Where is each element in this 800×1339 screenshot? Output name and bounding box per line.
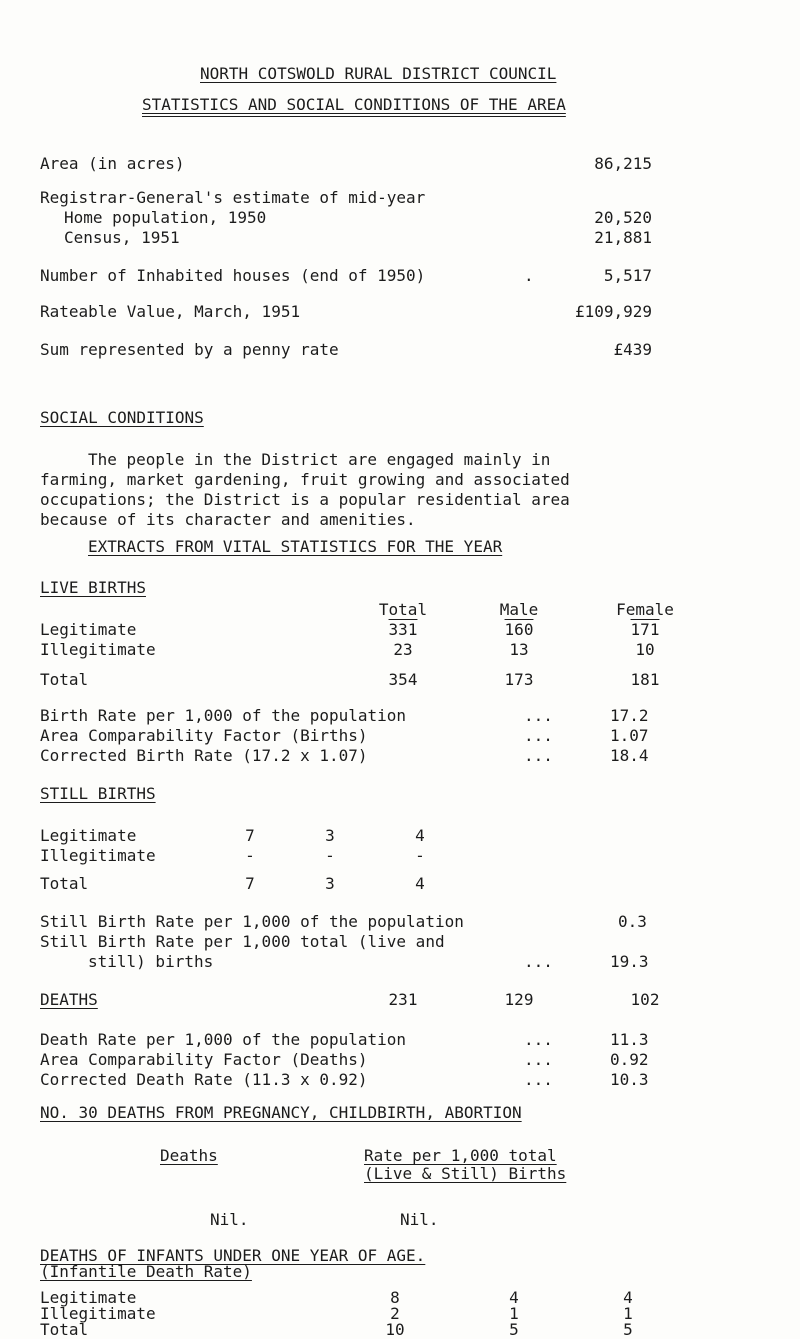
maternal-rate-col-header-2: (Live & Still) Births [364, 1164, 567, 1183]
corrected-death-rate-dots: ... [524, 1070, 553, 1089]
still-illegitimate-total: - [245, 846, 255, 865]
infant-illegitimate-label: Illegitimate [40, 1304, 156, 1323]
maternal-deaths-heading: NO. 30 DEATHS FROM PREGNANCY, CHILDBIRTH, ABORTION [40, 1103, 522, 1122]
infant-illegitimate-total: 2 [390, 1304, 400, 1323]
births-acf-dots: ... [524, 726, 553, 745]
penny-rate-label: Sum represented by a penny rate [40, 340, 339, 359]
council-title: NORTH COTSWOLD RURAL DISTRICT COUNCIL [200, 64, 557, 83]
still-total-total: 7 [245, 874, 255, 893]
still-legitimate-male: 3 [325, 826, 335, 845]
still-illegitimate-female: - [415, 846, 425, 865]
census-value: 21,881 [594, 228, 652, 247]
births-acf-label: Area Comparability Factor (Births) [40, 726, 368, 745]
still-birth-rate-pop-label: Still Birth Rate per 1,000 of the population [40, 912, 464, 931]
document-title: STATISTICS AND SOCIAL CONDITIONS OF THE AREA [142, 95, 566, 114]
infant-illegitimate-female: 1 [623, 1304, 633, 1323]
infant-total-male: 5 [509, 1320, 519, 1339]
death-rate-label: Death Rate per 1,000 of the population [40, 1030, 407, 1049]
live-total-total: 354 [388, 670, 418, 689]
maternal-rate-col-header: Rate per 1,000 total [364, 1146, 557, 1165]
deaths-female: 102 [630, 990, 660, 1009]
home-population-value: 20,520 [594, 208, 652, 227]
live-births-heading: LIVE BIRTHS [40, 578, 146, 597]
corrected-birth-rate-value: 18.4 [610, 746, 649, 765]
still-legitimate-label: Legitimate [40, 826, 137, 845]
live-illegitimate-male: 13 [509, 640, 529, 659]
infant-death-rate-subheading: (Infantile Death Rate) [40, 1262, 252, 1281]
still-birth-rate-total-label: Still Birth Rate per 1,000 total (live and [40, 932, 445, 951]
infant-total-total: 10 [385, 1320, 405, 1339]
home-population-label: Home population, 1950 [64, 208, 267, 227]
death-rate-value: 11.3 [610, 1030, 649, 1049]
live-legitimate-male: 160 [504, 620, 534, 639]
census-label: Census, 1951 [64, 228, 180, 247]
deaths-acf-label: Area Comparability Factor (Deaths) [40, 1050, 368, 1069]
rateable-value-label: Rateable Value, March, 1951 [40, 302, 301, 321]
col-female-header: Female [616, 600, 674, 619]
live-total-label: Total [40, 670, 89, 689]
social-paragraph-line-1: The people in the District are engaged mainly in [88, 450, 551, 469]
area-label: Area (in acres) [40, 154, 185, 173]
still-total-female: 4 [415, 874, 425, 893]
still-illegitimate-label: Illegitimate [40, 846, 156, 865]
corrected-birth-rate-dots: ... [524, 746, 553, 765]
rg-estimate-label: Registrar-General's estimate of mid-year [40, 188, 426, 207]
death-rate-dots: ... [524, 1030, 553, 1049]
deaths-total: 231 [388, 990, 418, 1009]
social-paragraph-line-2: farming, market gardening, fruit growing and associated [40, 470, 570, 489]
rateable-value: £109,929 [574, 302, 652, 321]
still-total-label: Total [40, 874, 89, 893]
infant-illegitimate-male: 1 [509, 1304, 519, 1323]
inhabited-houses-value: 5,517 [603, 266, 652, 285]
infant-legitimate-label: Legitimate [40, 1288, 137, 1307]
still-birth-rate-total-label-2: still) births [88, 952, 214, 971]
corrected-death-rate-value: 10.3 [610, 1070, 649, 1089]
birth-rate-value: 17.2 [610, 706, 649, 725]
infant-total-female: 5 [623, 1320, 633, 1339]
inhabited-houses-dots: . [524, 266, 534, 285]
live-total-female: 181 [630, 670, 660, 689]
still-legitimate-total: 7 [245, 826, 255, 845]
deaths-acf-dots: ... [524, 1050, 553, 1069]
still-birth-rate-dots: ... [524, 952, 553, 971]
births-acf-value: 1.07 [610, 726, 649, 745]
still-legitimate-female: 4 [415, 826, 425, 845]
social-paragraph-line-4: because of its character and amenities. [40, 510, 416, 529]
corrected-birth-rate-label: Corrected Birth Rate (17.2 x 1.07) [40, 746, 368, 765]
birth-rate-dots: ... [524, 706, 553, 725]
live-legitimate-label: Legitimate [40, 620, 137, 639]
deaths-heading: DEATHS [40, 990, 98, 1009]
live-total-male: 173 [504, 670, 534, 689]
deaths-male: 129 [504, 990, 534, 1009]
deaths-acf-value: 0.92 [610, 1050, 649, 1069]
infant-legitimate-female: 4 [623, 1288, 633, 1307]
still-total-male: 3 [325, 874, 335, 893]
still-birth-rate-pop-value: 0.3 [618, 912, 647, 931]
still-illegitimate-male: - [325, 846, 335, 865]
extracts-heading: EXTRACTS FROM VITAL STATISTICS FOR THE YEAR [88, 537, 503, 556]
infant-legitimate-total: 8 [390, 1288, 400, 1307]
corrected-death-rate-label: Corrected Death Rate (11.3 x 0.92) [40, 1070, 368, 1089]
still-birth-rate-total-value: 19.3 [610, 952, 649, 971]
live-legitimate-female: 171 [630, 620, 660, 639]
live-legitimate-total: 331 [388, 620, 418, 639]
live-illegitimate-total: 23 [393, 640, 413, 659]
birth-rate-label: Birth Rate per 1,000 of the population [40, 706, 407, 725]
still-births-heading: STILL BIRTHS [40, 784, 156, 803]
col-male-header: Male [499, 600, 539, 619]
social-paragraph-line-3: occupations; the District is a popular residential area [40, 490, 570, 509]
infant-deaths-heading: DEATHS OF INFANTS UNDER ONE YEAR OF AGE. [40, 1246, 426, 1265]
col-total-header: Total [378, 600, 428, 619]
social-conditions-heading: SOCIAL CONDITIONS [40, 408, 204, 427]
live-illegitimate-label: Illegitimate [40, 640, 156, 659]
inhabited-houses-label: Number of Inhabited houses (end of 1950) [40, 266, 426, 285]
maternal-deaths-col-header: Deaths [160, 1146, 218, 1165]
maternal-rate-value: Nil. [400, 1210, 439, 1229]
infant-legitimate-male: 4 [509, 1288, 519, 1307]
area-value: 86,215 [594, 154, 652, 173]
penny-rate-value: £439 [613, 340, 652, 359]
maternal-deaths-value: Nil. [210, 1210, 249, 1229]
live-illegitimate-female: 10 [635, 640, 655, 659]
infant-total-label: Total [40, 1320, 89, 1339]
